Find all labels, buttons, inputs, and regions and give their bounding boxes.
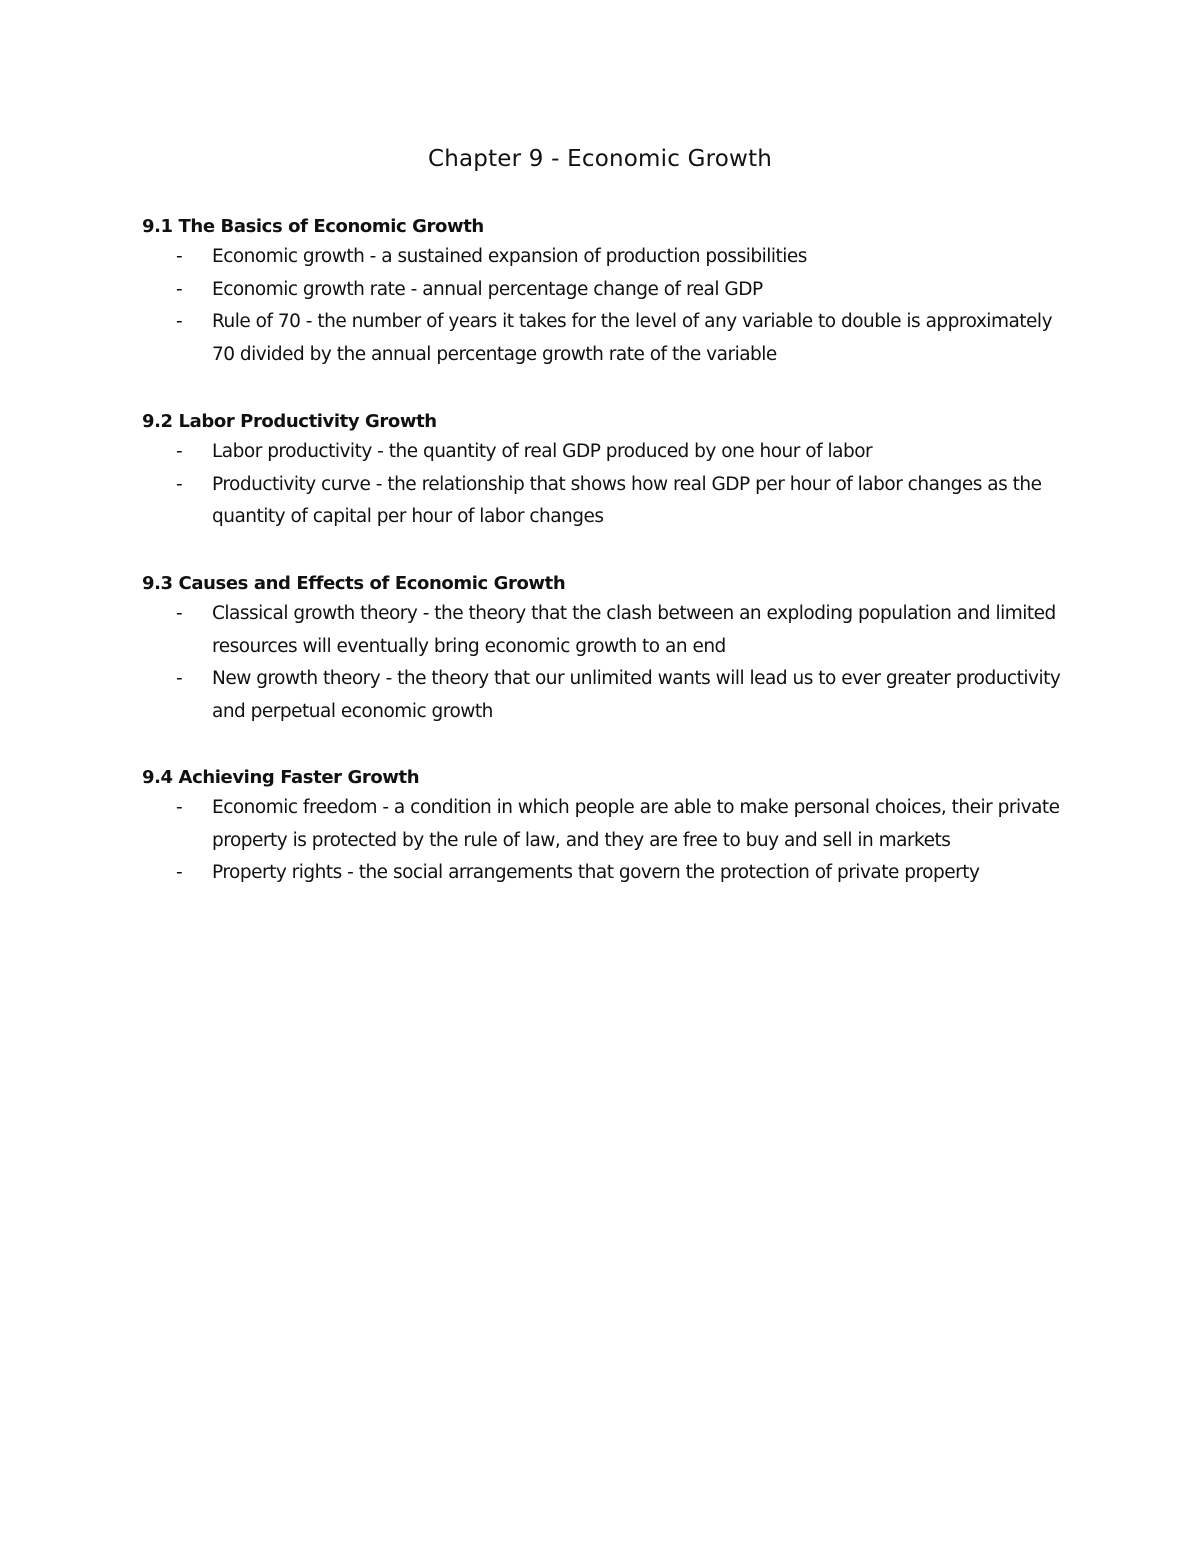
list-item-text: Labor productivity - the quantity of real GDP produced by one hour of labor [212,441,873,462]
section-heading: 9.2 Labor Productivity Growth [142,411,437,432]
list-item [142,598,1062,663]
list-item-text: Productivity curve - the relationship that shows how real GDP per hour of labor changes as the quantity of capital per hour of labor changes [212,473,1042,528]
bullet-dash: - [176,441,183,462]
section-heading: 9.3 Causes and Effects of Economic Growth [142,573,566,594]
bullet-list [142,241,1062,371]
list-item-text: Economic growth - a sustained expansion of production possibilities [212,246,807,267]
section-labor-productivity-growth [142,408,1062,534]
bullet-dash: - [176,311,183,333]
list-item [142,469,1062,534]
list-item [142,792,1062,857]
list-item-text: New growth theory - the theory that our unlimited wants will lead us to ever greater productivity and perpetual economic growth [212,668,1061,722]
list-item [142,274,1062,307]
section-heading: 9.4 Achieving Faster Growth [142,767,420,788]
list-item [142,241,1062,274]
section-basics-of-economic-growth [142,213,1062,371]
bullet-dash: - [176,278,183,300]
list-item-text: Economic growth rate - annual percentage change of real GDP [212,278,763,300]
list-item-text: Property rights - the social arrangements that govern the protection of private property [212,862,980,884]
list-item-text: Rule of 70 - the number of years it takes for the level of any variable to double is approximately 70 divided by the annual percentage growth rate of the variable [212,311,1053,365]
bullet-list [142,792,1062,890]
list-item [142,663,1062,728]
bullet-dash: - [176,797,183,818]
bullet-dash: - [176,862,183,884]
page-title: Chapter 9 - Economic Growth [427,146,773,172]
section-achieving-faster-growth [142,764,1062,890]
list-item [142,436,1062,469]
bullet-dash: - [176,246,183,267]
list-item [142,306,1062,371]
bullet-dash: - [176,603,183,624]
list-item-text: Economic freedom - a condition in which people are able to make personal choices, their private property is protected by the rule of law, and they are free to buy and sell in markets [212,797,1060,851]
bullet-list [142,436,1062,534]
section-causes-and-effects [142,570,1062,728]
list-item [142,857,1062,890]
bullet-dash: - [176,668,183,690]
section-heading: 9.1 The Basics of Economic Growth [142,216,484,237]
bullet-list [142,598,1062,728]
bullet-dash: - [176,473,183,495]
list-item-text: Classical growth theory - the theory that the clash between an exploding population and limited resources will eventually bring economic growth to an end [212,603,1056,657]
